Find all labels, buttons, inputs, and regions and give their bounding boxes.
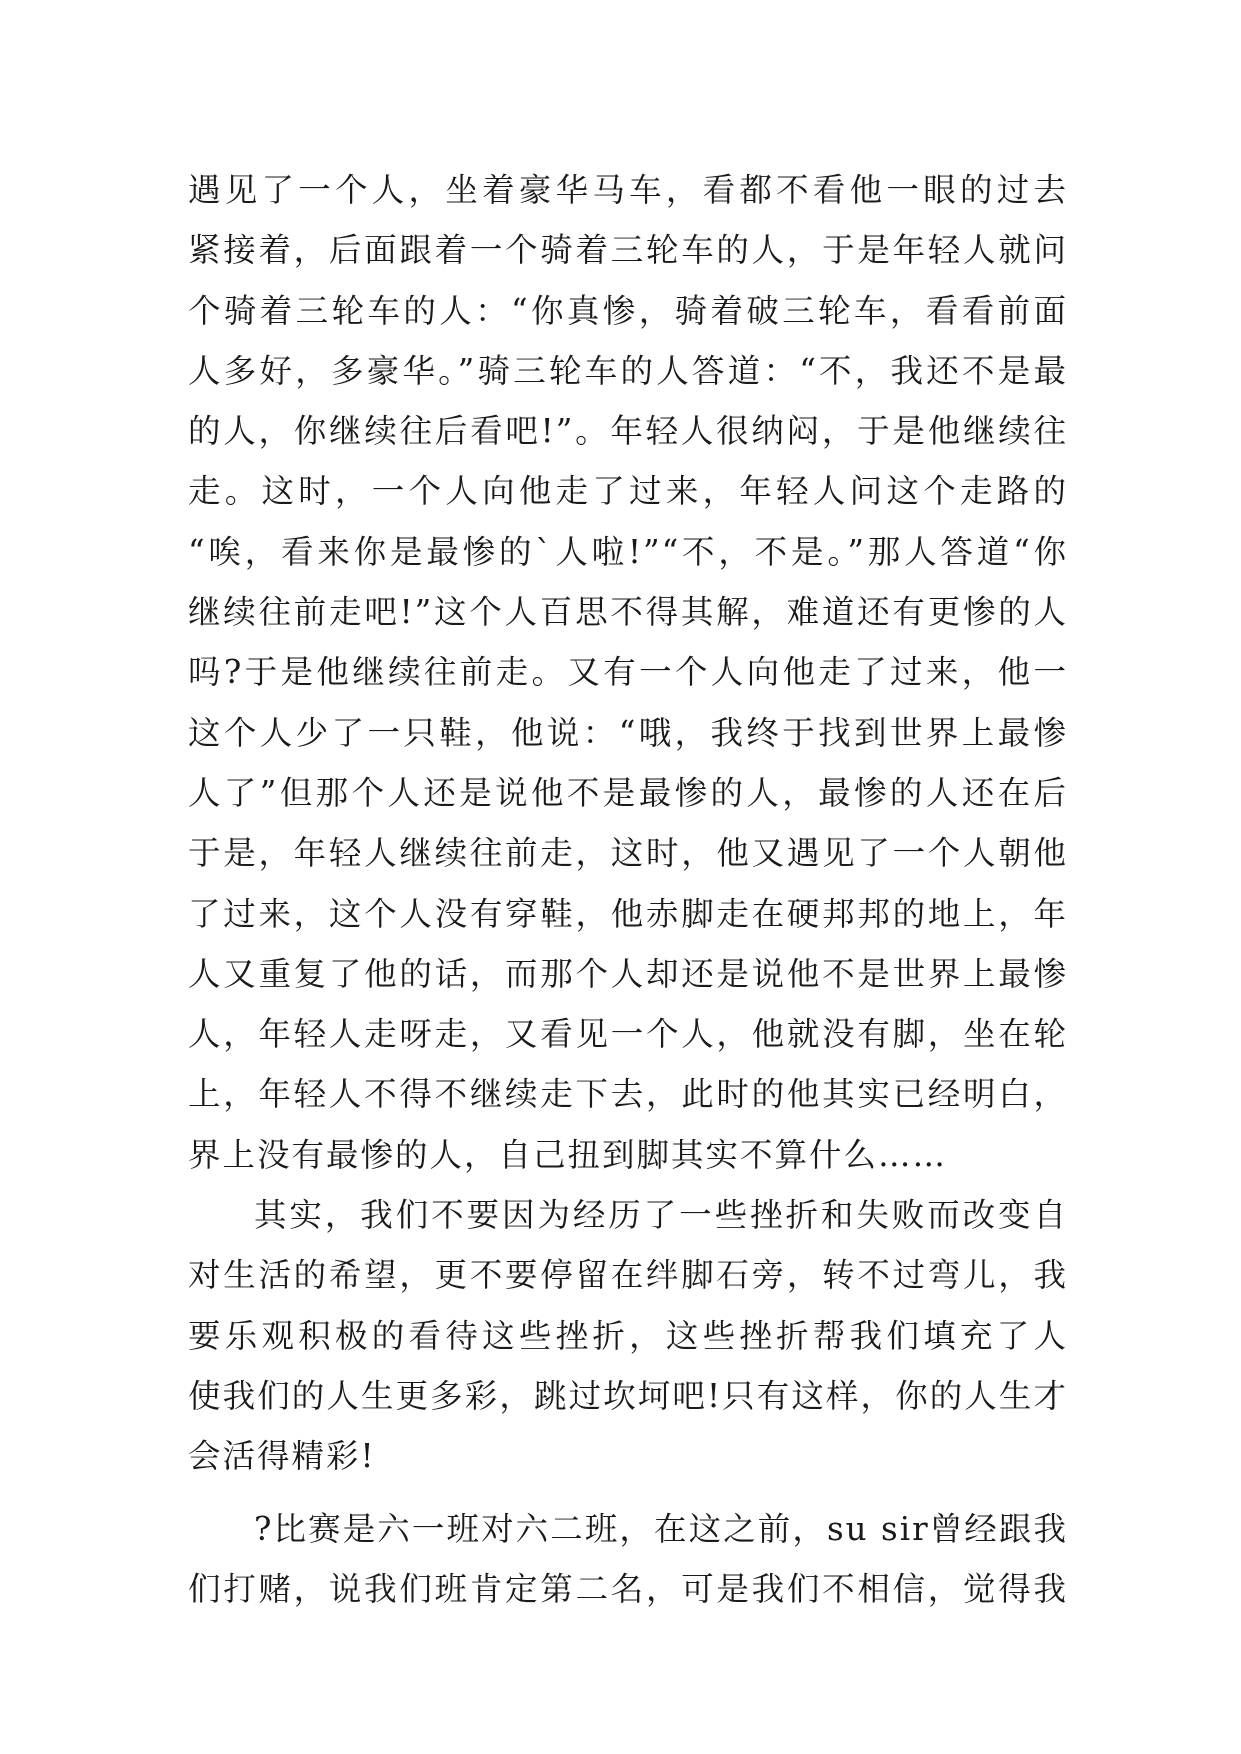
text-line: 吗?于是他继续往前走。又有一个人向他走了过来，他一: [188, 653, 1068, 692]
text-line: 遇见了一个人，坐着豪华马车，看都不看他一眼的过去: [188, 171, 1068, 209]
text-line: 走。这时，一个人向他走了过来，年轻人问这个走路的: [188, 472, 1068, 511]
text-line: 其实，我们不要因为经历了一些挫折和失败而改变自: [254, 1196, 1068, 1235]
text-line: 界上没有最惨的人，自己扭到脚其实不算什么……: [188, 1135, 948, 1174]
paragraph-1: [188, 160, 1068, 1185]
text-line: 个骑着三轮车的人：“你真惨，骑着破三轮车，看看前面: [188, 291, 1068, 330]
paragraph-3: [188, 1499, 1068, 1620]
text-line: 对生活的希望，更不要停留在绊脚石旁，转不过弯儿，我: [188, 1256, 1068, 1295]
text-line: 上，年轻人不得不继续走下去，此时的他其实已经明白，: [188, 1075, 1068, 1114]
text-line: 使我们的人生更多彩，跳过坎坷吧!只有这样，你的人生才: [188, 1376, 1068, 1415]
text-line: 人，年轻人走呀走，又看见一个人，他就没有脚，坐在轮: [188, 1015, 1068, 1054]
paragraph-2: [188, 1185, 1068, 1486]
paragraph-spacer: [188, 1487, 1068, 1499]
text-line: 于是，年轻人继续往前走，这时，他又遇见了一个人朝他: [188, 834, 1068, 873]
text-line: 了过来，这个人没有穿鞋，他赤脚走在硬邦邦的地上，年: [188, 894, 1068, 933]
text-line: 继续往前走吧!”这个人百思不得其解，难道还有更惨的人: [188, 593, 1068, 632]
text-line: 的人，你继续往后看吧!”。年轻人很纳闷，于是他继续往: [188, 412, 1068, 451]
text-line: ?比赛是六一班对六二班，在这之前，su sir曾经跟我: [254, 1509, 1068, 1548]
text-line: 这个人少了一只鞋，他说：“哦，我终于找到世界上最惨: [188, 713, 1068, 752]
text-line: 们打赌，说我们班肯定第二名，可是我们不相信，觉得我: [188, 1569, 1068, 1608]
text-line: 人又重复了他的话，而那个人却还是说他不是世界上最惨: [188, 954, 1068, 993]
text-line: 要乐观积极的看待这些挫折，这些挫折帮我们填充了人: [188, 1316, 1068, 1355]
text-line: 人了”但那个人还是说他不是最惨的人，最惨的人还在后: [188, 773, 1068, 812]
text-line: 人多好，多豪华。”骑三轮车的人答道：“不，我还不是最: [188, 351, 1068, 390]
text-line: 紧接着，后面跟着一个骑着三轮车的人，于是年轻人就问: [188, 231, 1068, 270]
body-text: [188, 160, 1068, 1619]
text-line: “唉，看来你是最惨的`人啦!”“不，不是。”那人答道“你: [188, 532, 1068, 571]
text-line: 会活得精彩!: [188, 1437, 376, 1476]
